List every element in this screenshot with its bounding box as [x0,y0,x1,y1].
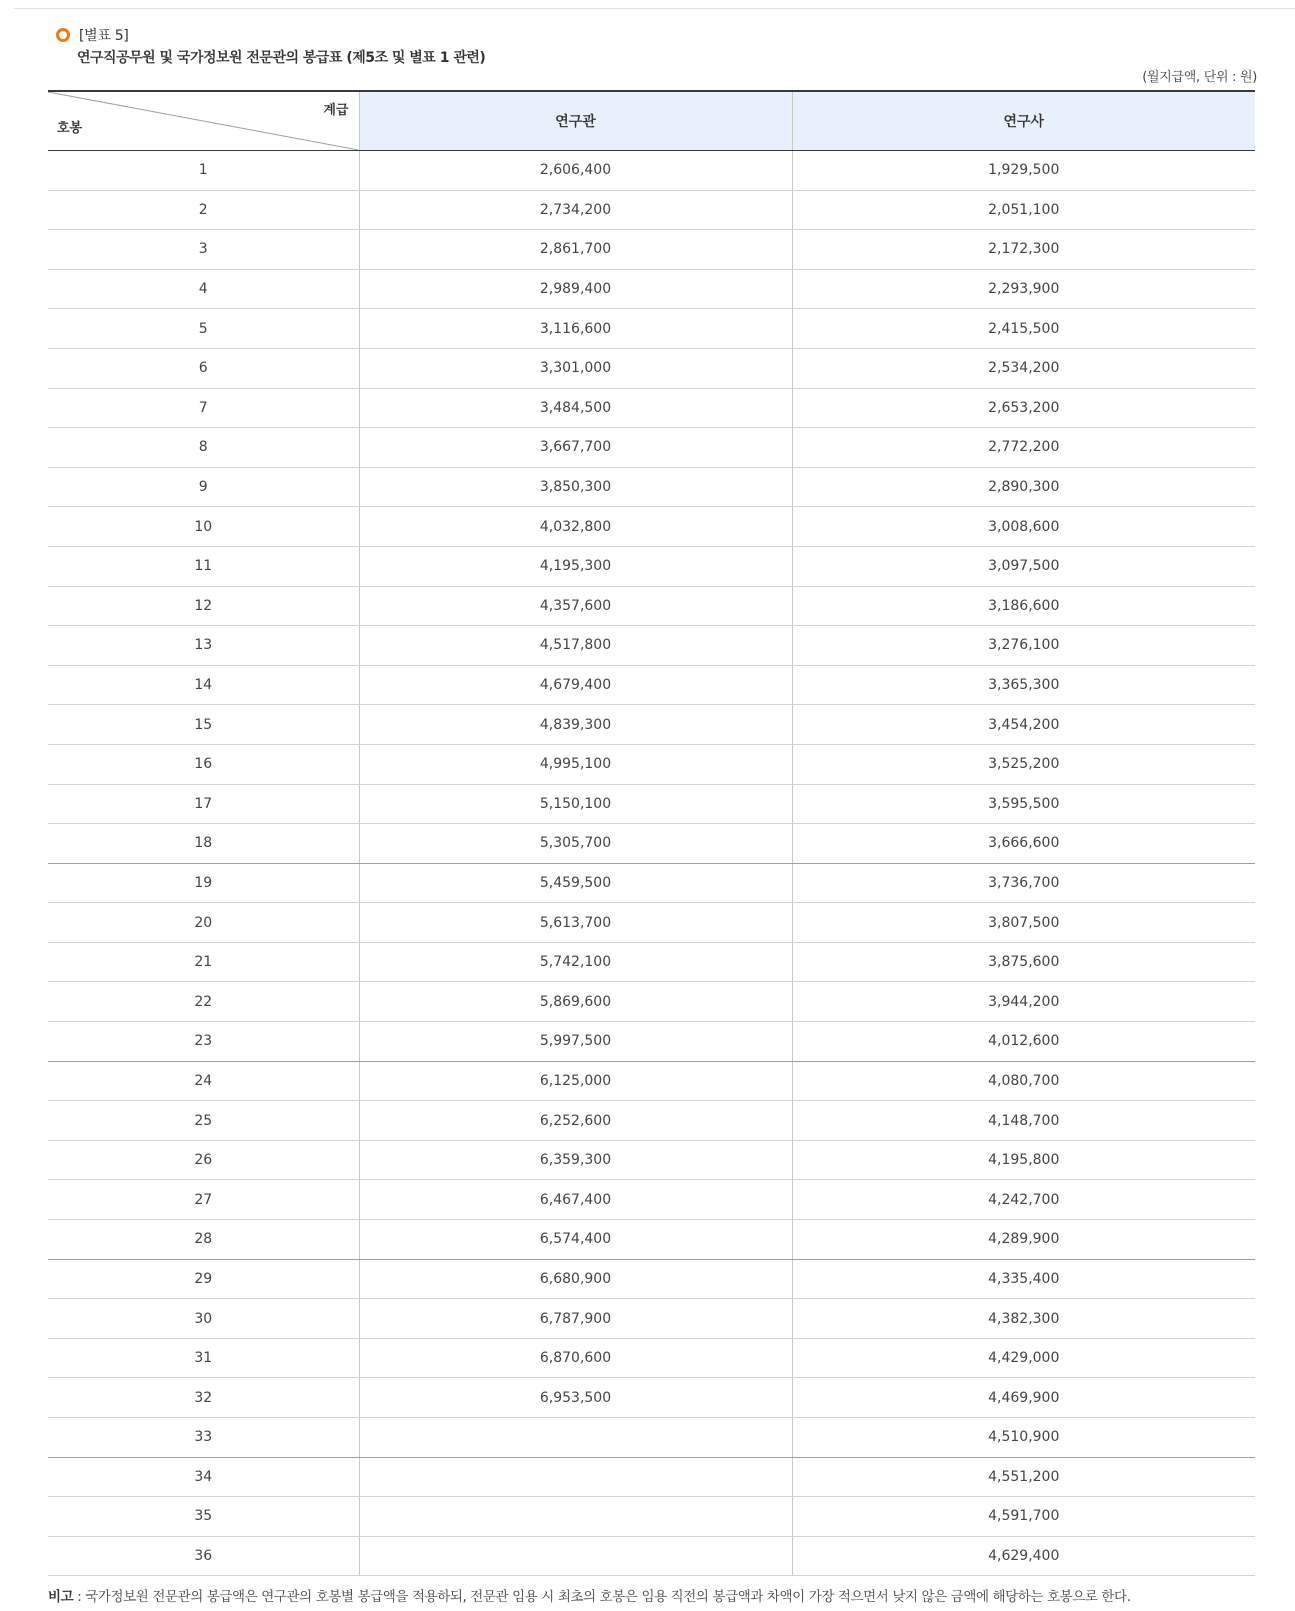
table-row [48,230,1255,270]
step-cell: 17 [48,784,359,824]
step-cell: 10 [48,507,359,547]
researcher-salary-cell: 4,195,800 [792,1140,1255,1180]
senior-researcher-salary-cell: 6,359,300 [359,1140,792,1180]
table-row [48,744,1255,784]
table-row [48,348,1255,388]
researcher-salary-cell: 3,097,500 [792,546,1255,586]
senior-researcher-salary-cell: 2,861,700 [359,230,792,270]
step-cell: 16 [48,744,359,784]
researcher-salary-cell: 2,890,300 [792,467,1255,507]
column-header-researcher: 연구사 [792,91,1255,151]
senior-researcher-salary-cell: 4,839,300 [359,705,792,745]
step-cell: 24 [48,1061,359,1101]
step-cell: 3 [48,230,359,270]
researcher-salary-cell: 2,653,200 [792,388,1255,428]
step-cell: 2 [48,190,359,230]
senior-researcher-salary-cell: 5,305,700 [359,824,792,864]
table-row [48,1299,1255,1339]
step-cell: 20 [48,903,359,943]
senior-researcher-salary-cell: 2,734,200 [359,190,792,230]
step-cell: 21 [48,942,359,982]
researcher-salary-cell: 3,525,200 [792,744,1255,784]
senior-researcher-salary-cell: 6,574,400 [359,1220,792,1260]
senior-researcher-salary-cell: 2,606,400 [359,151,792,191]
salary-table [48,90,1255,1576]
table-row [48,269,1255,309]
senior-researcher-salary-cell: 4,195,300 [359,546,792,586]
step-cell: 12 [48,586,359,626]
unit-note: (월지급액, 단위 : 원) [1142,70,1257,85]
step-cell: 5 [48,309,359,349]
heading-title: 연구직공무원 및 국가정보원 전문관의 봉급표 (제5조 및 별표 1 관련) [77,50,486,66]
senior-researcher-salary-cell: 6,680,900 [359,1259,792,1299]
senior-researcher-salary-cell: 5,869,600 [359,982,792,1022]
step-cell: 34 [48,1457,359,1497]
table-row [48,824,1255,864]
senior-researcher-salary-cell: 6,252,600 [359,1101,792,1141]
step-cell: 23 [48,1022,359,1062]
step-cell: 36 [48,1536,359,1576]
senior-researcher-salary-cell: 4,032,800 [359,507,792,547]
senior-researcher-salary-cell: 3,301,000 [359,348,792,388]
senior-researcher-salary-cell: 5,459,500 [359,863,792,903]
researcher-salary-cell: 3,807,500 [792,903,1255,943]
senior-researcher-salary-cell: 4,679,400 [359,665,792,705]
table-row [48,309,1255,349]
researcher-salary-cell: 2,534,200 [792,348,1255,388]
step-cell: 15 [48,705,359,745]
researcher-salary-cell: 4,289,900 [792,1220,1255,1260]
senior-researcher-salary-cell: 6,467,400 [359,1180,792,1220]
researcher-salary-cell: 3,365,300 [792,665,1255,705]
researcher-salary-cell: 2,172,300 [792,230,1255,270]
orange-circle-bullet-icon [56,28,70,42]
table-row [48,982,1255,1022]
table-row [48,863,1255,903]
researcher-salary-cell: 2,772,200 [792,428,1255,468]
heading-tag-line [56,25,485,45]
step-cell: 27 [48,1180,359,1220]
table-heading [56,25,485,67]
step-cell: 14 [48,665,359,705]
researcher-salary-cell: 4,629,400 [792,1536,1255,1576]
table-row [48,1497,1255,1537]
step-cell: 7 [48,388,359,428]
researcher-salary-cell: 3,595,500 [792,784,1255,824]
table-row [48,784,1255,824]
table-row [48,388,1255,428]
senior-researcher-salary-cell [359,1418,792,1458]
table-header-row [48,91,1255,151]
researcher-salary-cell: 4,012,600 [792,1022,1255,1062]
step-cell: 1 [48,151,359,191]
senior-researcher-salary-cell: 4,517,800 [359,626,792,666]
senior-researcher-salary-cell: 5,742,100 [359,942,792,982]
senior-researcher-salary-cell: 6,125,000 [359,1061,792,1101]
senior-researcher-salary-cell: 4,995,100 [359,744,792,784]
step-cell: 28 [48,1220,359,1260]
step-cell: 26 [48,1140,359,1180]
step-cell: 8 [48,428,359,468]
step-cell: 22 [48,982,359,1022]
senior-researcher-salary-cell: 6,870,600 [359,1338,792,1378]
researcher-salary-cell: 3,186,600 [792,586,1255,626]
step-cell: 9 [48,467,359,507]
table-row [48,626,1255,666]
senior-researcher-salary-cell: 3,667,700 [359,428,792,468]
step-cell: 13 [48,626,359,666]
table-row [48,1140,1255,1180]
researcher-salary-cell: 3,875,600 [792,942,1255,982]
senior-researcher-salary-cell: 3,484,500 [359,388,792,428]
table-row [48,586,1255,626]
researcher-salary-cell: 4,551,200 [792,1457,1255,1497]
table-row [48,1457,1255,1497]
senior-researcher-salary-cell [359,1536,792,1576]
table-row [48,546,1255,586]
corner-label-grade: 계급 [323,103,349,118]
step-cell: 6 [48,348,359,388]
table-row [48,151,1255,191]
researcher-salary-cell: 4,242,700 [792,1180,1255,1220]
table-row [48,467,1255,507]
researcher-salary-cell: 4,429,000 [792,1338,1255,1378]
senior-researcher-salary-cell [359,1497,792,1537]
researcher-salary-cell: 2,051,100 [792,190,1255,230]
step-cell: 11 [48,546,359,586]
senior-researcher-salary-cell: 3,850,300 [359,467,792,507]
table-row [48,1220,1255,1260]
table-row [48,507,1255,547]
step-cell: 35 [48,1497,359,1537]
remark-text: : 국가정보원 전문관의 봉급액은 연구관의 호봉별 봉급액을 적용하되, 전문관 임용 시 최초의 호봉은 임용 직전의 봉급액과 차액이 가장 적으면서 낮지 않은 금액에 해당하는 호봉으로 한다. [73,1589,1131,1605]
senior-researcher-salary-cell: 6,953,500 [359,1378,792,1418]
column-header-researcher-senior: 연구관 [359,91,792,151]
step-cell: 18 [48,824,359,864]
researcher-salary-cell: 3,276,100 [792,626,1255,666]
senior-researcher-salary-cell: 6,787,900 [359,1299,792,1339]
researcher-salary-cell: 4,335,400 [792,1259,1255,1299]
researcher-salary-cell: 4,080,700 [792,1061,1255,1101]
table-row [48,190,1255,230]
researcher-salary-cell: 3,008,600 [792,507,1255,547]
table-row [48,1180,1255,1220]
researcher-salary-cell: 3,666,600 [792,824,1255,864]
diagonal-line [48,92,359,150]
senior-researcher-salary-cell: 4,357,600 [359,586,792,626]
step-cell: 33 [48,1418,359,1458]
salary-table-body [48,151,1255,1576]
step-cell: 31 [48,1338,359,1378]
researcher-salary-cell: 3,454,200 [792,705,1255,745]
step-cell: 25 [48,1101,359,1141]
table-row [48,942,1255,982]
researcher-salary-cell: 1,929,500 [792,151,1255,191]
senior-researcher-salary-cell: 5,613,700 [359,903,792,943]
researcher-salary-cell: 4,591,700 [792,1497,1255,1537]
researcher-salary-cell: 4,148,700 [792,1101,1255,1141]
remark-label: 비고 [48,1589,74,1605]
table-row [48,1338,1255,1378]
researcher-salary-cell: 2,293,900 [792,269,1255,309]
researcher-salary-cell: 4,469,900 [792,1378,1255,1418]
senior-researcher-salary-cell: 5,997,500 [359,1022,792,1062]
step-cell: 30 [48,1299,359,1339]
diagonal-corner-cell [48,91,359,151]
senior-researcher-salary-cell: 3,116,600 [359,309,792,349]
corner-label-step: 호봉 [57,121,83,136]
table-row [48,665,1255,705]
step-cell: 4 [48,269,359,309]
senior-researcher-salary-cell [359,1457,792,1497]
top-divider [14,8,1295,9]
researcher-salary-cell: 2,415,500 [792,309,1255,349]
table-row [48,1061,1255,1101]
table-row [48,428,1255,468]
step-cell: 29 [48,1259,359,1299]
table-row [48,1101,1255,1141]
researcher-salary-cell: 3,736,700 [792,863,1255,903]
table-row [48,705,1255,745]
table-row [48,1022,1255,1062]
heading-tag: [별표 5] [79,28,129,44]
table-row [48,1378,1255,1418]
table-row [48,903,1255,943]
researcher-salary-cell: 3,944,200 [792,982,1255,1022]
researcher-salary-cell: 4,510,900 [792,1418,1255,1458]
senior-researcher-salary-cell: 2,989,400 [359,269,792,309]
table-row [48,1259,1255,1299]
table-row [48,1418,1255,1458]
table-row [48,1536,1255,1576]
senior-researcher-salary-cell: 5,150,100 [359,784,792,824]
remark-note [48,1585,1131,1605]
step-cell: 32 [48,1378,359,1418]
researcher-salary-cell: 4,382,300 [792,1299,1255,1339]
step-cell: 19 [48,863,359,903]
